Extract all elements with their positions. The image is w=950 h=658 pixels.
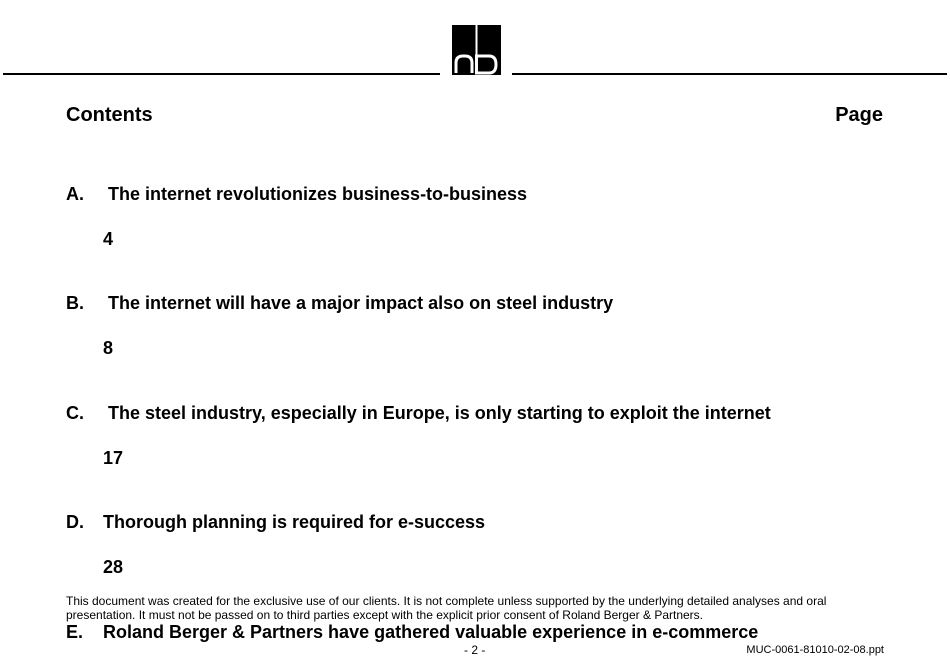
toc-letter: A. [66, 184, 84, 204]
toc-title: The internet revolutionizes business-to-business [108, 184, 528, 204]
toc-page: 4 [103, 229, 114, 249]
contents-heading: Contents [66, 104, 153, 126]
rb-logo-icon [452, 25, 501, 75]
header-rule-right [512, 73, 947, 75]
toc-title: The internet will have a major impact also on steel industry [108, 293, 614, 313]
toc-title: The steel industry, especially in Europe, is only starting to exploit the internet [108, 403, 771, 423]
footer-page-number: - 2 - [464, 643, 486, 657]
toc-letter: E. [66, 622, 84, 642]
toc-page: 17 [103, 448, 124, 468]
toc-title: Thorough planning is required for e-success [103, 512, 486, 532]
disclaimer-text: This document was created for the exclusive use of our clients. It is not complete unless supported by the underlying detailed analyses and oral presentation. It must not be passed on to third parties except with the explicit prior consent of Roland Berger & Partners. [66, 594, 827, 622]
page-heading: Page [835, 104, 883, 126]
toc-letter: B. [66, 293, 84, 313]
toc-page: 8 [103, 338, 114, 358]
toc-letter: C. [66, 403, 84, 423]
header-rule-left [3, 73, 440, 75]
toc-page: 28 [103, 557, 124, 577]
footer-file-name: MUC-0061-81010-02-08.ppt [746, 644, 884, 656]
toc-letter: D. [66, 512, 84, 532]
toc-title: Roland Berger & Partners have gathered valuable experience in e-commerce [103, 622, 759, 642]
